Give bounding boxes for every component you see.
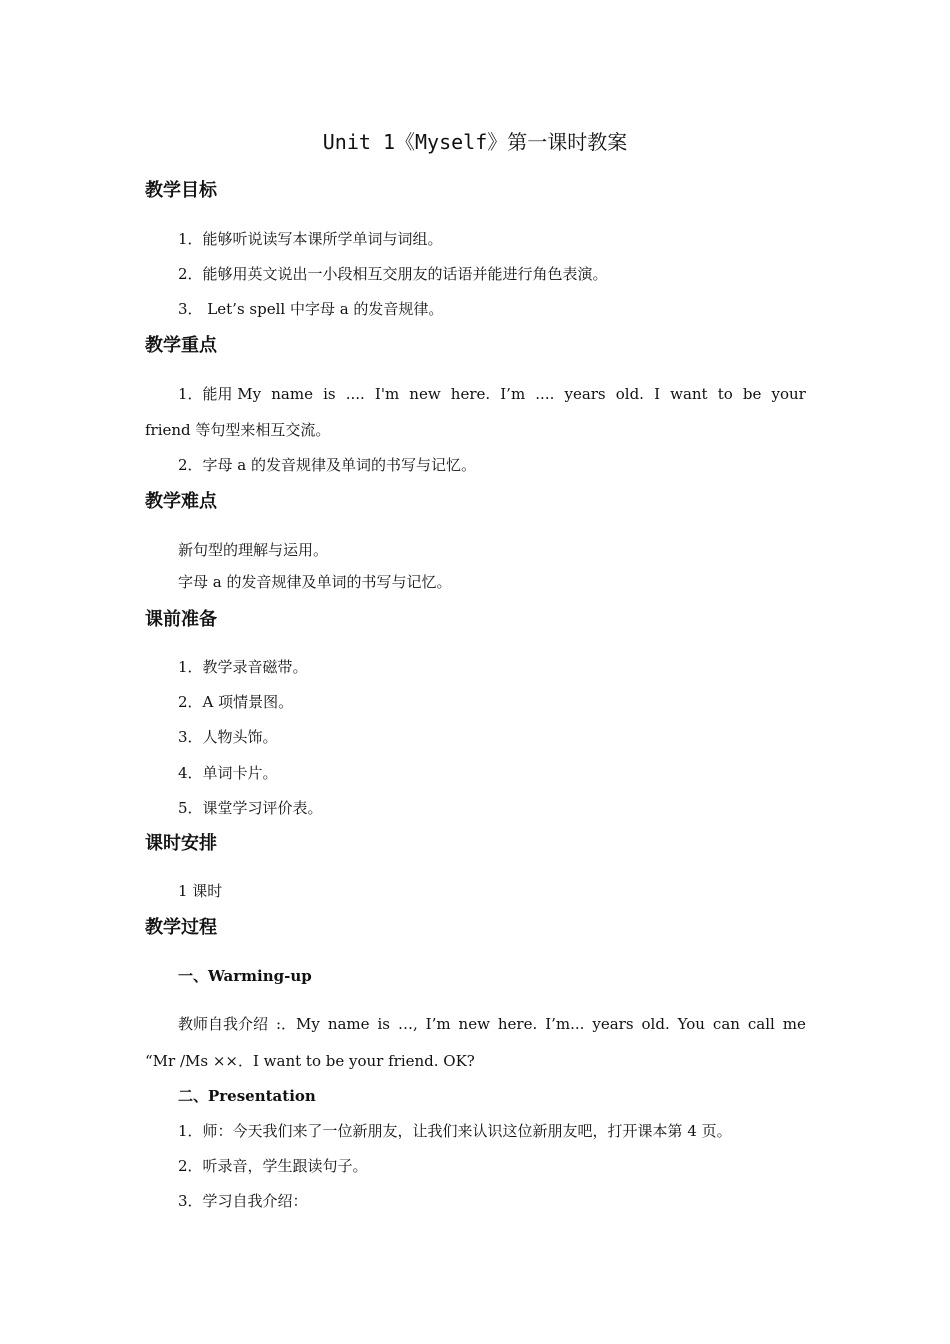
warmup-word: I’m [425,1015,451,1033]
key-point-word: .... [535,385,555,403]
warmup-word: me [782,1015,806,1033]
key-point-word: .... [345,385,365,403]
goal-item: 2．能够用英文说出一小段相互交朋友的话语并能进行角色表演。 [178,265,608,283]
difficulty-item: 新句型的理解与运用。 [178,541,329,559]
heading-key-points: 教学重点 [145,335,217,356]
warmup-word: years [592,1015,634,1033]
key-point-word: 1．能用 My [178,385,262,403]
warmup-word: You [677,1015,705,1033]
heading-schedule: 课时安排 [145,833,217,854]
key-point-word: old. [615,385,644,403]
preparation-item: 5．课堂学习评价表。 [178,799,323,817]
presentation-item: 2．听录音，学生跟读句子。 [178,1157,368,1175]
warmup-word: name [327,1015,370,1033]
preparation-item: 4．单词卡片。 [178,764,278,782]
warmup-word: old. [641,1015,670,1033]
preparation-item: 2．A 项情景图。 [178,693,294,711]
difficulty-item: 字母 a 的发音规律及单词的书写与记忆。 [178,573,452,591]
warmup-word: 教师自我介绍 [178,1015,269,1033]
warmup-word: :．My [275,1015,320,1033]
warmup-word: is [377,1015,390,1033]
preparation-item: 1．教学录音磁带。 [178,658,308,676]
key-point-word: years [564,385,606,403]
heading-process: 教学过程 [145,917,217,938]
schedule-text: 1 课时 [178,882,223,900]
presentation-item: 1．师：今天我们来了一位新朋友，让我们来认识这位新朋友吧，打开课本第 4 页。 [178,1122,732,1140]
key-point-word: name [271,385,313,403]
goal-item: 1．能够听说读写本课所学单词与词组。 [178,230,443,248]
key-point-word: to [717,385,733,403]
key-point-word: new [409,385,441,403]
key-point-word: your [771,385,806,403]
heading-teaching-goals: 教学目标 [145,180,217,201]
preparation-item: 3．人物头饰。 [178,728,278,746]
key-point-line [178,384,806,404]
heading-difficulties: 教学难点 [145,491,217,512]
key-point-word: here. [450,385,491,403]
key-point-word: I’m [500,385,526,403]
warmup-word: here. [497,1015,538,1033]
document-title: Unit 1《Myself》第一课时教案 [322,130,628,154]
key-point-word: I'm [374,385,400,403]
key-point-line-continued: friend 等句型来相互交流。 [145,421,331,439]
key-point-word: I [654,385,660,403]
key-point-word: be [742,385,762,403]
warmup-title: 一、Warming-up [178,967,312,985]
warmup-line [178,1014,806,1034]
warmup-word: can [712,1015,740,1033]
warmup-word: I’m... [545,1015,585,1033]
warmup-word: …, [397,1015,418,1033]
key-point-word: is [323,385,336,403]
presentation-title: 二、Presentation [178,1087,316,1105]
warmup-word: new [458,1015,490,1033]
presentation-item: 3．学习自我介绍： [178,1192,308,1210]
warmup-line-continued: “Mr /Ms ××．I want to be your friend. OK? [145,1052,475,1070]
heading-preparation: 课前准备 [145,609,217,630]
key-point-item: 2．字母 a 的发音规律及单词的书写与记忆。 [178,456,477,474]
goal-item: 3． Let’s spell 中字母 a 的发音规律。 [178,300,444,318]
warmup-word: call [747,1015,775,1033]
key-point-word: want [670,385,708,403]
